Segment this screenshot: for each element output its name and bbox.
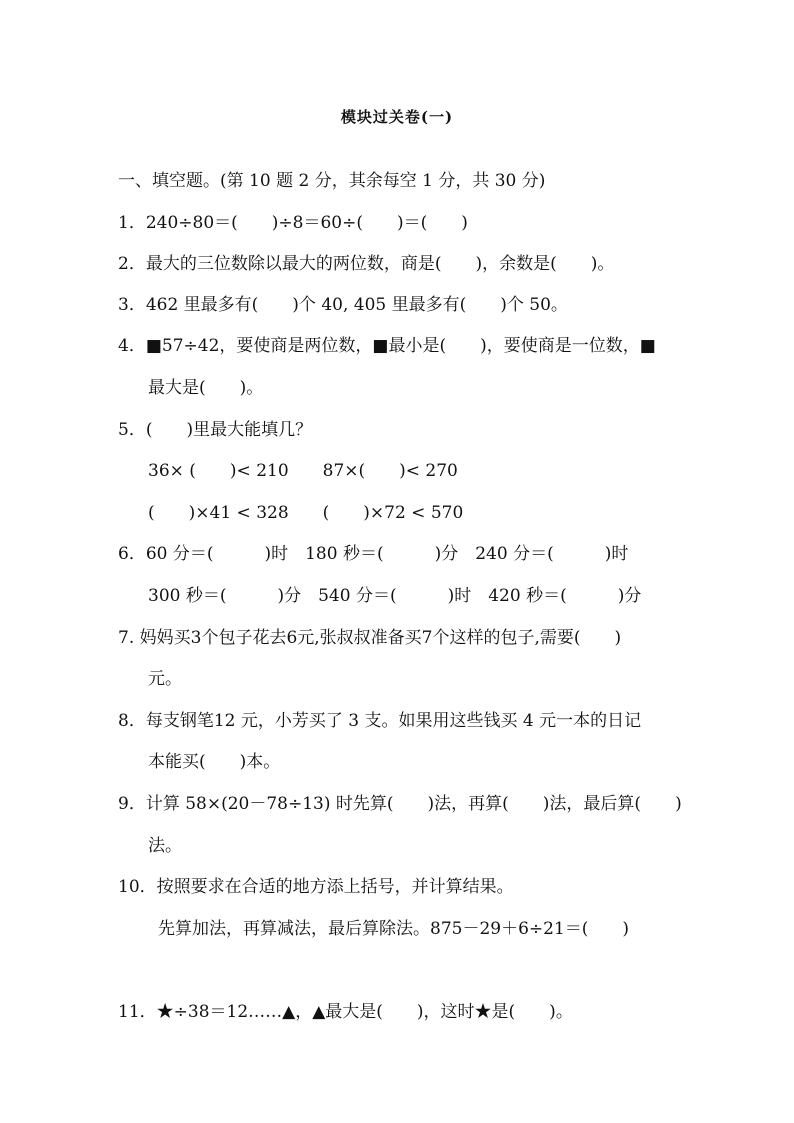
question-9-line-2: 法。 bbox=[148, 836, 182, 856]
question-9-line-1: 9．计算 58×(20－78÷13) 时先算( )法，再算( )法，最后算( ) bbox=[118, 794, 682, 814]
question-7-line-2: 元。 bbox=[148, 669, 182, 689]
question-6-line-2: 300 秒＝( )分 540 分＝( )时 420 秒＝( )分 bbox=[148, 586, 642, 606]
question-2: 2．最大的三位数除以最大的两位数，商是( )，余数是( )。 bbox=[118, 254, 615, 274]
question-5-row-1: 36× ( )< 210 87×( )< 270 bbox=[148, 461, 458, 481]
question-8-line-1: 8．每支钢笔12 元，小芳买了 3 支。如果用这些钱买 4 元一本的日记 bbox=[118, 711, 642, 731]
question-11: 11．★÷38＝12……▲，▲最大是( )，这时★是( )。 bbox=[118, 1002, 573, 1022]
question-4-line-1: 4．■57÷42，要使商是两位数，■最小是( )，要使商是一位数，■ bbox=[118, 336, 656, 356]
question-10-task: 先算加法，再算减法，最后算除法。875－29＋6÷21＝( ) bbox=[158, 919, 630, 939]
question-10: 10．按照要求在合适的地方添上括号，并计算结果。 bbox=[118, 877, 514, 897]
question-5-row-2: ( )×41 < 328 ( )×72 < 570 bbox=[148, 503, 464, 523]
question-1: 1．240÷80＝( )÷8＝60÷( )＝( ) bbox=[118, 213, 468, 233]
question-4-line-2: 最大是( )。 bbox=[148, 378, 264, 398]
question-3: 3．462 里最多有( )个 40, 405 里最多有( )个 50。 bbox=[118, 295, 568, 315]
page-title: 模块过关卷(一) bbox=[340, 108, 454, 126]
question-8-line-2: 本能买( )本。 bbox=[148, 752, 281, 772]
question-6-line-1: 6．60 分＝( )时 180 秒＝( )分 240 分＝( )时 bbox=[118, 544, 629, 564]
section-heading: 一、填空题。(第 10 题 2 分，其余每空 1 分，共 30 分) bbox=[118, 171, 546, 191]
question-7-line-1: 7. 妈妈买3个包子花去6元,张叔叔准备买7个这样的包子,需要( ) bbox=[118, 628, 622, 648]
question-5: 5．( )里最大能填几？ bbox=[118, 420, 313, 440]
